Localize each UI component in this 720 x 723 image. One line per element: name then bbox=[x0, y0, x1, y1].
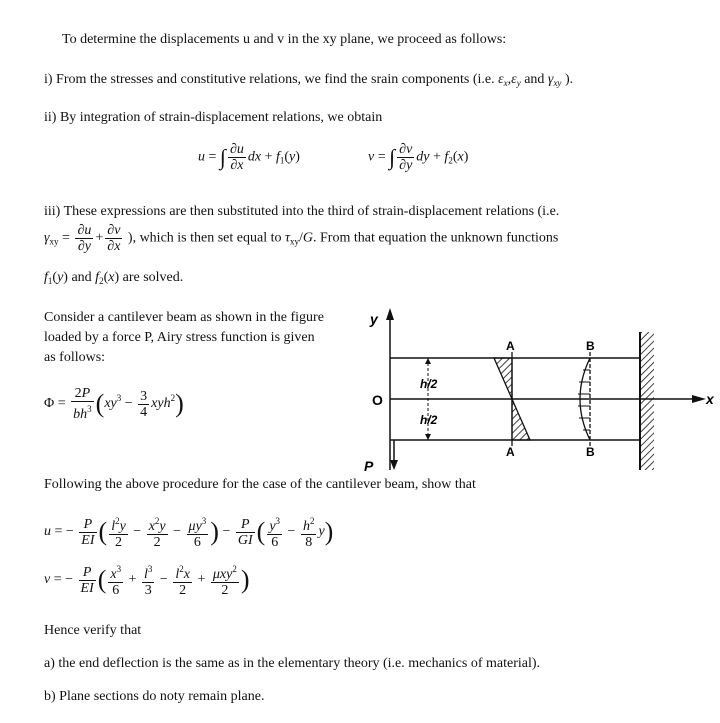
equation-v-integral: v = ∫ $\frac{\partial v}{\partial y}$ dy + $f_2(x)$ bbox=[368, 142, 469, 173]
section-a-stress-bottom bbox=[512, 399, 530, 440]
equation-u-integral: u = ∫ $\frac{\partial u}{\partial x}$ dx + $f_1(y)$ bbox=[198, 142, 300, 173]
step-3-line-3: $f_1(y)$ and $f_2(x)$ are solved. bbox=[44, 270, 184, 286]
step-1-text: i) From the stresses and constitutive relations, we find the srain components (i.e. $\varepsilon_x,\varepsilon_y$ and $\gamma_{xy}$ ). bbox=[44, 72, 574, 88]
h2-bottom-label: h/2 bbox=[420, 413, 438, 427]
x-axis-label: x bbox=[706, 391, 714, 407]
section-a-top-label: A bbox=[506, 339, 515, 353]
equation-u-result: u = − $\frac{P}{EI}$ ( $\frac{l^2y}{2}$ − $\frac{x^2y}{2}$ − $\frac{\mu y^3}{6}$ ) − $\frac{P}{GI}$ ( $\frac{y^3}{6}$ − $\frac{h^2}{8}$ y) bbox=[44, 516, 334, 550]
h2-top-label: h/2 bbox=[420, 377, 438, 391]
y-axis-label: y bbox=[370, 311, 378, 327]
intro-text: To determine the displacements u and v in the xy plane, we proceed as follows: bbox=[62, 32, 507, 47]
airy-stress-function: Φ = $\frac{2P}{bh^3}$ ($xy^3$ − $\frac{3}{4}$ xyh$^2$) bbox=[44, 386, 184, 422]
item-b-text: b) Plane sections do noty remain plane. bbox=[44, 689, 265, 704]
problem-line-2: loaded by a force P, Airy stress function is given bbox=[44, 330, 315, 345]
load-label: P bbox=[364, 458, 374, 474]
equation-v-result: v = − $\frac{P}{EI}$ ( $\frac{x^3}{6}$ + $\frac{l^3}{3}$ − $\frac{l^2x}{2}$ + $\frac{\mu xy^2}{2}$ ) bbox=[44, 564, 250, 598]
origin-label: O bbox=[372, 392, 383, 408]
problem-line-1: Consider a cantilever beam as shown in the figure bbox=[44, 310, 324, 325]
section-a-stress-top bbox=[494, 358, 512, 399]
item-a-text: a) the end deflection is the same as in the elementary theory (i.e. mechanics of material). bbox=[44, 656, 541, 671]
cantilever-beam-figure bbox=[362, 300, 720, 478]
step-2-text: ii) By integration of strain-displacement relations, we obtain bbox=[44, 110, 383, 125]
section-a-bottom-label: A bbox=[506, 445, 515, 459]
step-3-line-1: iii) These expressions are then substituted into the third of strain-displacement relations (i.e. bbox=[44, 204, 560, 219]
section-b-top-label: B bbox=[586, 339, 595, 353]
section-b-bottom-label: B bbox=[586, 445, 595, 459]
step-3-line-2: $\gamma_{xy}$ = $\frac{\partial u}{\partial y}$ + $\frac{\partial v}{\partial x}$ ), which is then set equal to $\tau_{xy}/G$. From that equation the unknown functions bbox=[44, 223, 559, 254]
problem-line-3: as follows: bbox=[44, 350, 106, 365]
fixed-wall-hatch bbox=[640, 332, 654, 470]
hence-text: Hence verify that bbox=[44, 623, 142, 638]
following-text: Following the above procedure for the case of the cantilever beam, show that bbox=[44, 477, 476, 492]
